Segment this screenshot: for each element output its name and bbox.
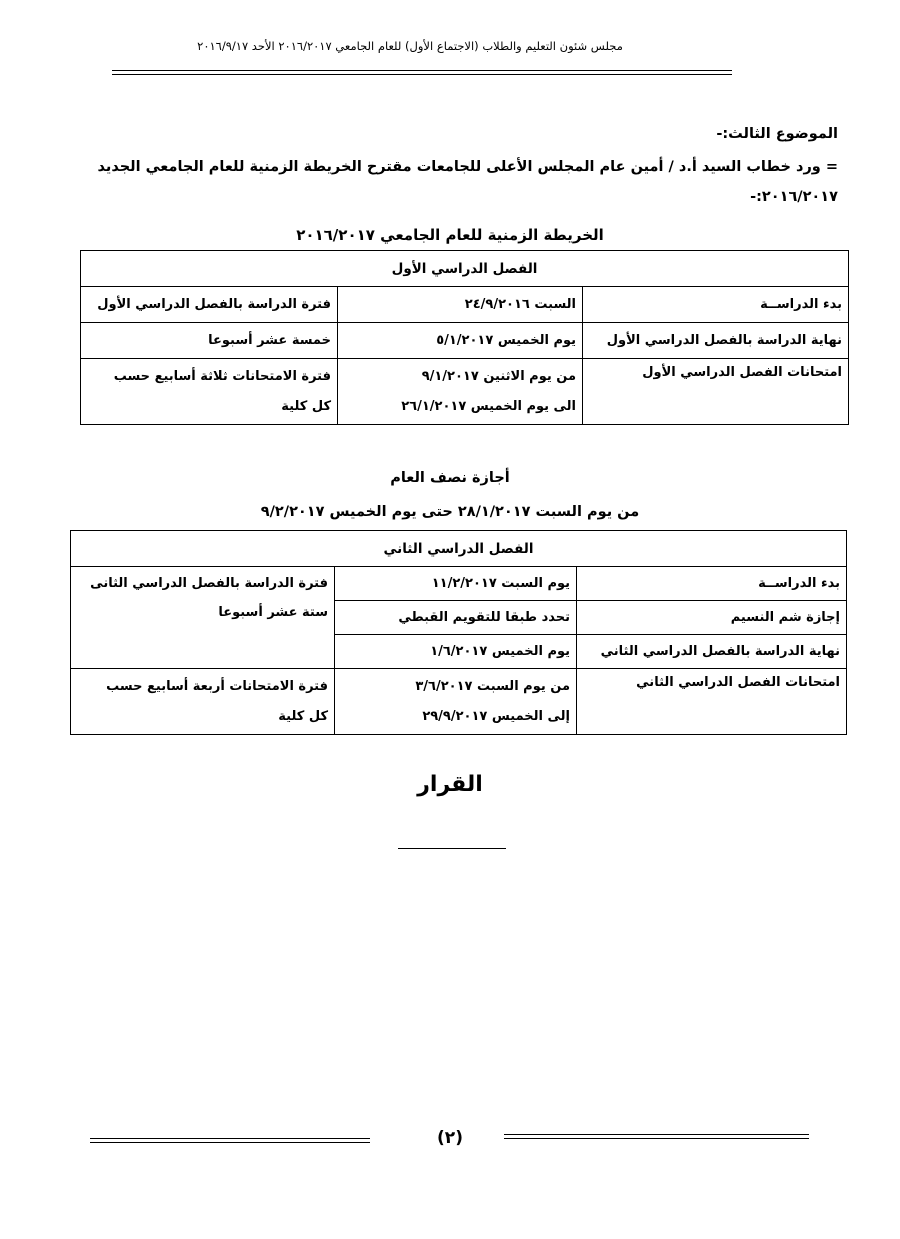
topic-line-2: ٢٠١٦/٢٠١٧:-	[750, 189, 838, 205]
row-note: خمسة عشر أسبوعا	[81, 323, 338, 359]
map-title: الخريطة الزمنية للعام الجامعي ٢٠١٦/٢٠١٧	[296, 226, 604, 244]
row-note-line-2: كل كلية	[278, 708, 329, 724]
mid-year-title: أجازة نصف العام	[390, 470, 510, 486]
row-date: يوم الخميس ٥/١/٢٠١٧	[338, 323, 583, 359]
table-row	[81, 359, 849, 425]
table-row	[71, 601, 847, 635]
mid-year-range: من يوم السبت ٢٨/١/٢٠١٧ حتى يوم الخميس ٩/٢/٢٠١٧	[260, 504, 640, 520]
row-label: امتحانات الفصل الدراسي الأول	[583, 359, 849, 425]
decision-underline	[398, 848, 506, 849]
row-date: السبت ٢٤/٩/٢٠١٦	[338, 287, 583, 323]
row-label: بدء الدراســة	[577, 567, 847, 601]
row-note-empty	[71, 635, 335, 669]
table-row	[71, 669, 847, 735]
first-semester-table	[80, 250, 849, 425]
row-note: فترة الدراسة بالفصل الدراسي الأول	[81, 287, 338, 323]
row-date-from: من يوم الاثنين ٩/١/٢٠١٧	[421, 368, 577, 384]
header-double-rule	[112, 70, 732, 75]
row-date: يوم الخميس ١/٦/٢٠١٧	[335, 635, 577, 669]
row-label: نهاية الدراسة بالفصل الدراسي الثاني	[577, 635, 847, 669]
row-note: ستة عشر أسبوعا	[71, 601, 335, 635]
footer-rule-left	[90, 1138, 370, 1143]
row-date: تحدد طبقا للتقويم القبطي	[335, 601, 577, 635]
row-note	[81, 359, 338, 425]
second-semester-heading: الفصل الدراسي الثاني	[71, 531, 847, 567]
second-semester-table	[70, 530, 847, 735]
table-row	[71, 567, 847, 601]
row-note	[71, 669, 335, 735]
row-label: نهاية الدراسة بالفصل الدراسي الأول	[583, 323, 849, 359]
row-date-to: الى يوم الخميس ٢٦/١/٢٠١٧	[401, 398, 577, 414]
row-note-line-1: فترة الامتحانات أربعة أسابيع حسب	[106, 678, 329, 694]
row-date-from: من يوم السبت ٣/٦/٢٠١٧	[415, 678, 571, 694]
row-label: بدء الدراســة	[583, 287, 849, 323]
row-note-line-1: فترة الامتحانات ثلاثة أسابيع حسب	[113, 368, 332, 384]
row-note-line-2: كل كلية	[281, 398, 332, 414]
row-label: إجازة شم النسيم	[577, 601, 847, 635]
topic-line-1: = ورد خطاب السيد أ.د / أمين عام المجلس الأعلى للجامعات مقترح الخريطة الزمنية للعام الجامعي الجديد	[97, 159, 838, 175]
row-date-range	[335, 669, 577, 735]
row-note: فترة الدراسة بالفصل الدراسي الثانى	[71, 567, 335, 601]
topic-title: الموضوع الثالث:-	[716, 126, 838, 142]
page-number: (٢)	[437, 1128, 463, 1148]
page-header: مجلس شئون التعليم والطلاب (الاجتماع الأول) للعام الجامعي ٢٠١٦/٢٠١٧ الأحد ٢٠١٦/٩/١٧	[197, 39, 623, 53]
row-date-range	[338, 359, 583, 425]
footer-rule-right	[504, 1134, 809, 1139]
row-label: امتحانات الفصل الدراسي الثاني	[577, 669, 847, 735]
decision-heading: القرار	[417, 772, 483, 797]
table-row	[81, 287, 849, 323]
row-date: يوم السبت ١١/٢/٢٠١٧	[335, 567, 577, 601]
row-date-to: إلى الخميس ٢٩/٩/٢٠١٧	[422, 708, 571, 724]
table-row	[81, 323, 849, 359]
first-semester-heading: الفصل الدراسي الأول	[81, 251, 849, 287]
table-row	[71, 635, 847, 669]
